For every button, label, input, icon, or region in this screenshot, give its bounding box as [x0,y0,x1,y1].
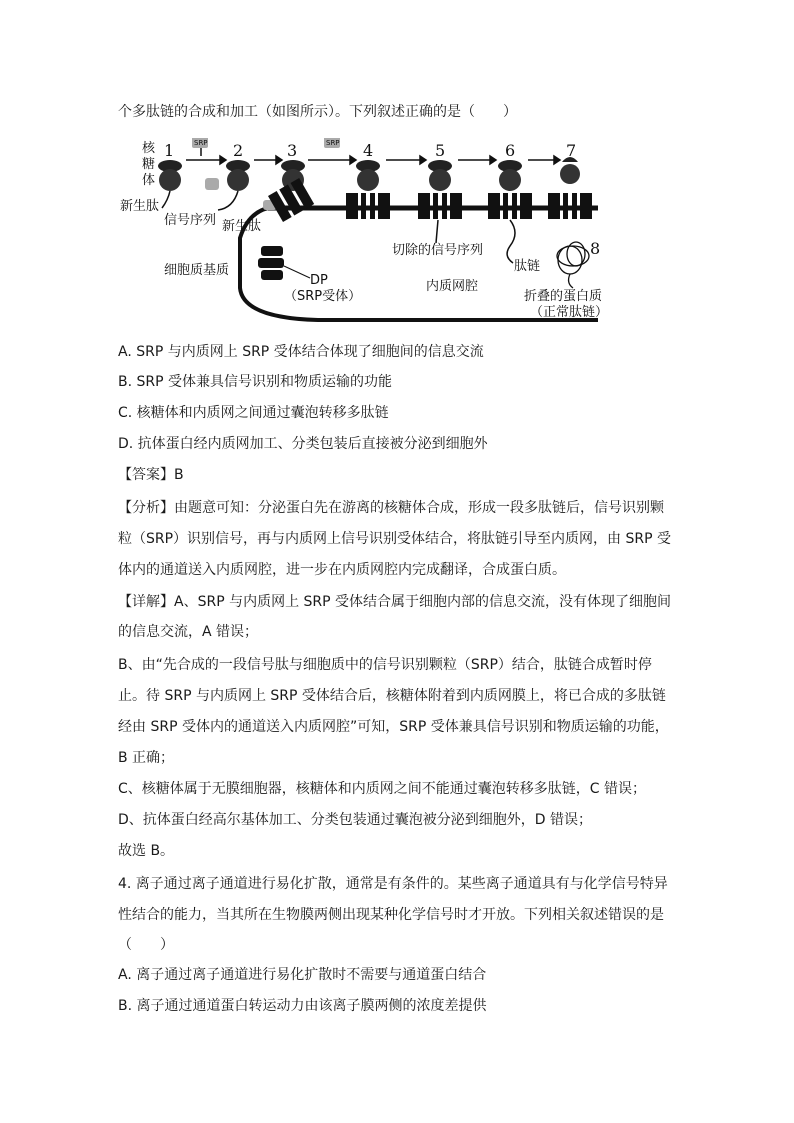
label-nascent-left: 新生肽 [120,199,160,214]
label-folded-protein: 折叠的蛋白质 [524,289,603,304]
option-c: C. 核糖体和内质网之间通过囊泡转移多肽链 [118,405,389,421]
srp-label-top-right: SRP [326,139,340,147]
detail-line-3: B、由“先合成的一段信号肽与细胞质中的信号识别颗粒（SRP）结合，肽链合成暂时停 [118,657,652,673]
srp-particle [205,178,219,190]
answer: 【答案】B [118,467,184,483]
srp-pathway-figure [118,138,608,333]
label-ribosome-1: 核 [142,141,156,156]
option-a: A. SRP 与内质网上 SRP 受体结合体现了细胞间的信息交流 [118,344,484,360]
step-7: 7 [566,141,577,160]
step-5: 5 [435,141,446,160]
step-3: 3 [287,141,298,160]
ribosome-1 [158,160,182,208]
detail-line-2: 的信息交流，A 错误； [118,624,259,640]
analysis-line-1: 【分析】由题意可知：分泌蛋白先在游离的核糖体合成，形成一段多肽链后，信号识别颗 [118,500,664,516]
detail-line-4: 止。待 SRP 与内质网上 SRP 受体结合后，核糖体附着到内质网膜上，将已合成的多肽链 [118,688,666,704]
step-2: 2 [233,141,244,160]
question-intro: 个多肽链的合成和加工（如图所示）。下列叙述正确的是（ ） [118,104,517,120]
detail-line-1: 【详解】A、SRP 与内质网上 SRP 受体结合属于细胞内部的信息交流，没有体现了细胞间 [118,594,672,610]
dp-receptor [258,246,310,280]
analysis-line-2: 粒（SRP）识别信号，再与内质网上信号识别受体结合，将肽链引导至内质网，由 SRP 受 [118,531,672,547]
detail-line-9: 故选 B。 [118,843,175,859]
detail-line-8: D、抗体蛋白经高尔基体加工、分类包装通过囊泡被分泌到细胞外，D 错误； [118,812,593,828]
ribosome-6 [488,160,532,263]
srp-pathway-diagram [118,138,608,333]
label-cleaved-signal: 切除的信号序列 [392,243,484,258]
label-peptide-chain: 肽链 [514,259,541,274]
ribosome-5 [418,160,462,243]
label-nascent-mid: 新生肽 [222,219,262,234]
q4-option-a: A. 离子通过离子通道进行易化扩散时不需要与通道蛋白结合 [118,967,487,983]
label-ribosome-2: 糖 [142,157,156,172]
label-normal-chain: （正常肽链） [530,305,608,320]
option-b: B. SRP 受体兼具信号识别和物质运输的功能 [118,374,393,390]
step-1: 1 [164,141,175,160]
label-dp-desc: （SRP受体） [284,289,362,304]
label-ribosome-3: 体 [142,173,156,188]
folded-protein [557,242,589,288]
step-6: 6 [505,141,516,160]
ribosome-2 [205,160,250,210]
srp-label-top-left: SRP [194,139,208,147]
option-d: D. 抗体蛋白经内质网加工、分类包装后直接被分泌到细胞外 [118,436,488,452]
label-signal-sequence: 信号序列 [164,213,217,228]
label-dp: DP [310,273,328,288]
q4-line-2: 性结合的能力，当其所在生物膜两侧出现某种化学信号时才开放。下列相关叙述错误的是 [118,907,664,923]
analysis-line-3: 体内的通道送入内质网腔，进一步在内质网腔内完成翻译，合成蛋白质。 [118,562,566,578]
step-4: 4 [363,141,374,160]
detail-line-7: C、核糖体属于无膜细胞器，核糖体和内质网之间不能通过囊泡转移多肽链，C 错误； [118,781,646,797]
q4-line-3: （ ） [118,937,174,953]
q4-option-b: B. 离子通过通道蛋白转运动力由该离子膜两侧的浓度差提供 [118,998,487,1014]
label-er-lumen: 内质网腔 [426,279,479,294]
detail-line-6: B 正确； [118,750,175,766]
q4-line-1: 4. 离子通过离子通道进行易化扩散，通常是有条件的。某些离子通道具有与化学信号特异 [118,876,668,892]
label-cytoplasm: 细胞质基质 [164,263,230,278]
detail-line-5: 经由 SRP 受体内的通道送入内质网腔”可知，SRP 受体兼具信号识别和物质运输的功能， [118,719,669,735]
step-8: 8 [590,239,601,258]
